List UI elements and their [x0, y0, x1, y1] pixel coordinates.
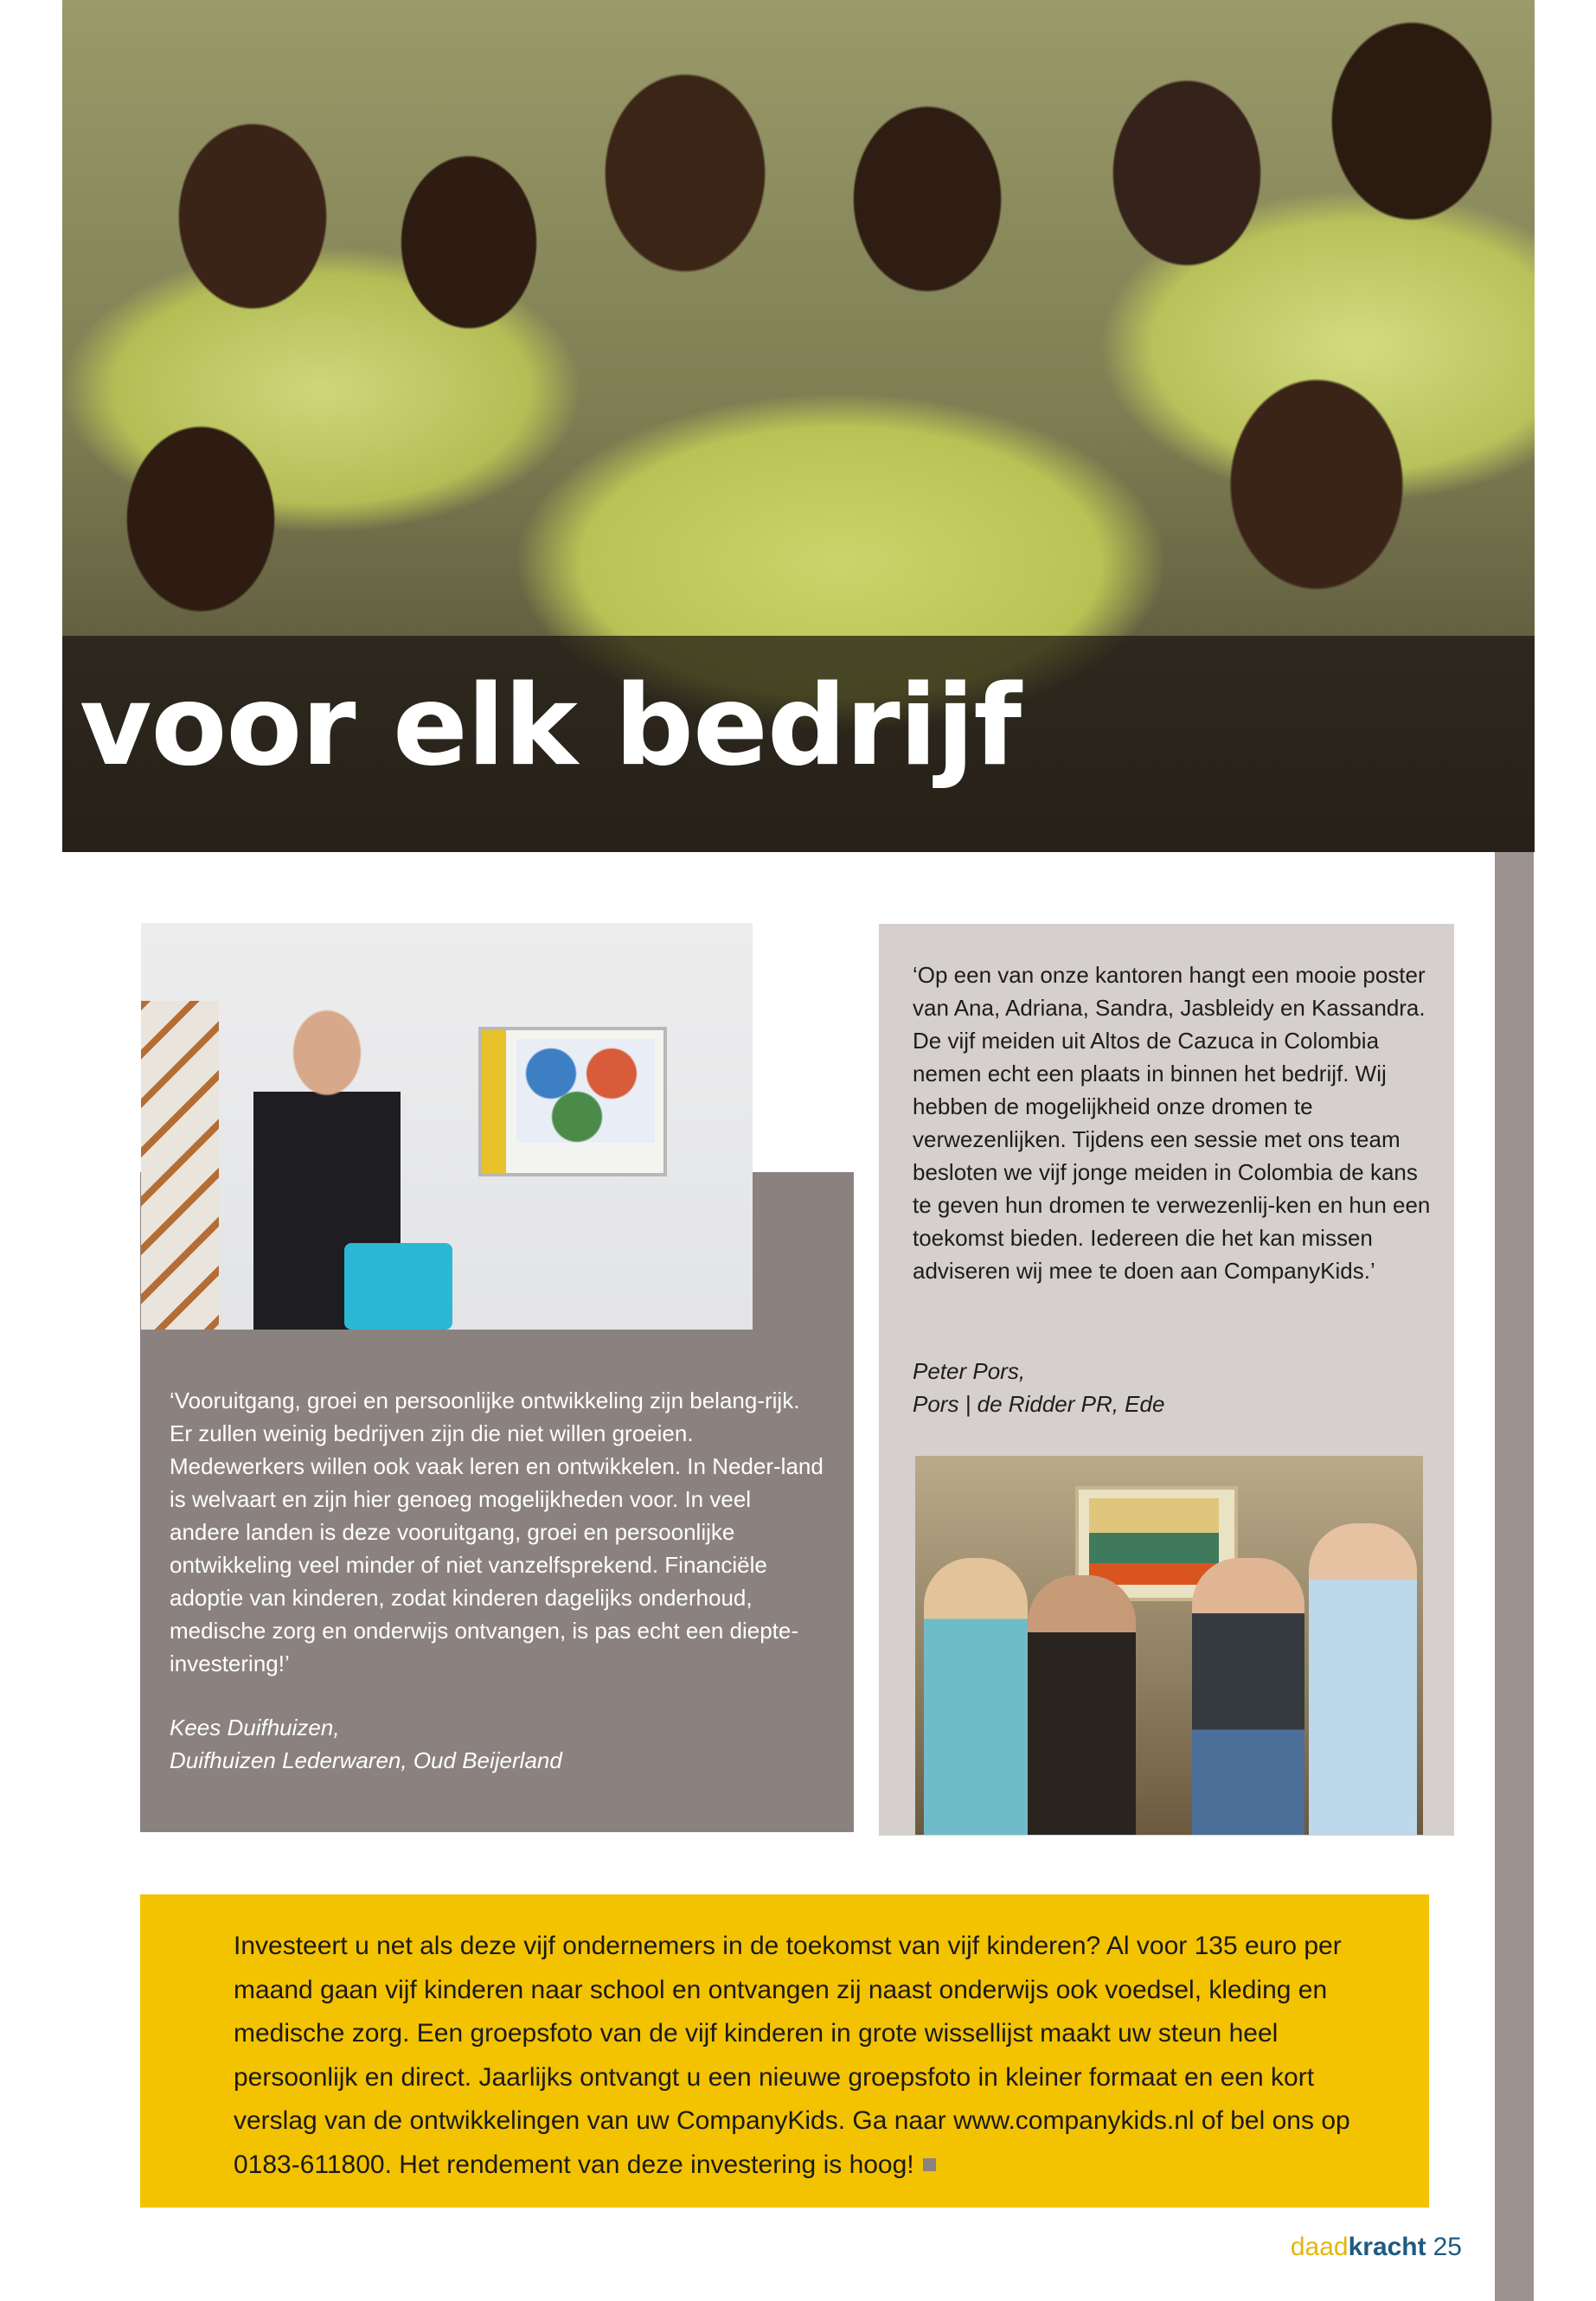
right-photo — [915, 1456, 1423, 1835]
end-square-icon — [923, 2158, 936, 2171]
left-attribution — [170, 1711, 827, 1777]
poster-picture — [516, 1039, 655, 1143]
hero-photo — [62, 0, 1535, 852]
page-number: 25 — [1433, 2233, 1462, 2261]
staircase — [141, 1001, 219, 1330]
framed-photo-picture — [1089, 1498, 1219, 1585]
poster-strip — [482, 1030, 506, 1173]
left-attribution-org: Duifhuizen Lederwaren, Oud Beijerland — [170, 1747, 562, 1773]
person-4 — [1309, 1523, 1417, 1835]
page-title: voor elk bedrijf — [80, 662, 1021, 791]
left-quote-text: ‘Vooruitgang, groei en persoonlijke ontwikkeling zijn belang-rijk. Er zullen weinig bedrijven zijn die niet willen groeien. Medewerkers willen ook vaak leren en ontwikkelen. In Neder-land is welvaart en zijn hier genoeg mogelijkheden voor. In veel andere landen is deze vooruitgang, groei en persoonlijke ontwikkeling veel minder of niet vanzelfsprekend. Financiële adoptie van kinderen, zodat kinderen dagelijks onderhoud, medische zorg en onderwijs ontvangen, is pas echt een diepte-investering!’ — [170, 1388, 824, 1676]
person-3 — [1192, 1558, 1304, 1835]
wall-poster — [478, 1027, 667, 1176]
right-attribution-org: Pors | de Ridder PR, Ede — [913, 1391, 1165, 1417]
right-quote-text: ‘Op een van onze kantoren hangt een mooie poster van Ana, Adriana, Sandra, Jasbleidy en Kassandra. De vijf meiden uit Altos de Cazuca in Colombia nemen echt een plaats in binnen het bedrijf. Wij hebben de mogelijkheid onze dromen te verwezenlijken. Tijdens een sessie met ons team besloten we vijf jonge meiden in Colombia de kans te geven hun dromen te verwezenlij-ken en hun een toekomst bieden. Iedereen die het kan missen adviseren wij mee te doen aan CompanyKids.’ — [913, 962, 1431, 1284]
person-2 — [1028, 1575, 1136, 1835]
right-attribution — [913, 1355, 1440, 1420]
right-attribution-name: Peter Pors, — [913, 1358, 1026, 1384]
person-1 — [924, 1558, 1028, 1835]
left-attribution-name: Kees Duifhuizen, — [170, 1715, 340, 1740]
brand-kracht: kracht — [1348, 2233, 1426, 2261]
brand-daad: daad — [1290, 2233, 1349, 2261]
left-photo — [141, 923, 753, 1330]
page-footer — [1289, 2232, 1462, 2263]
callout-text — [234, 1925, 1384, 2187]
suitcase — [344, 1243, 452, 1330]
callout-text-body: Investeert u net als deze vijf ondernemers in de toekomst van vijf kinderen? Al voor 135 euro per maand gaan vijf kinderen naar school en ontvangen zij naast onderwijs ook voedsel, kleding en medische zorg. Een groepsfoto van de vijf kinderen in grote wissellijst maakt uw steun heel persoonlijk en direct. Jaarlijks ontvangt u een nieuwe groepsfoto in kleiner formaat en een kort verslag van de ontwikkelingen van uw CompanyKids. Ga naar www.companykids.nl of bel ons op 0183-611800. Het rendement van deze investering is hoog! — [234, 1932, 1350, 2179]
